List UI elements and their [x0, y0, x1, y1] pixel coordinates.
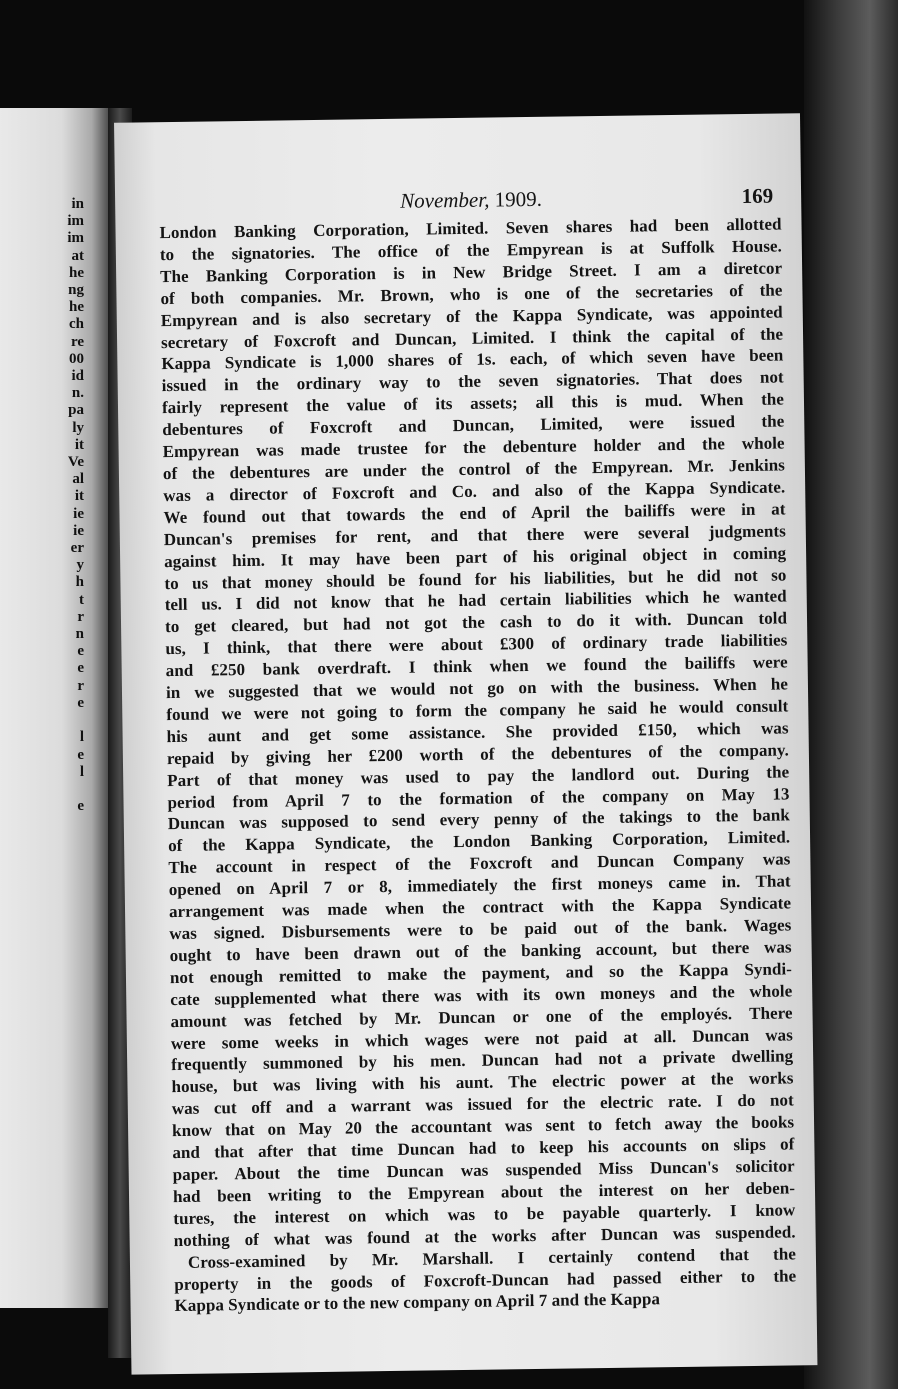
left-fragment: e — [77, 643, 84, 660]
header-month: November, — [399, 187, 490, 213]
text-line: Empyrean was made trustee for the debenture holder and the whole — [162, 433, 785, 462]
text-line: Empyrean and is also secretary of the Kappa Syndicate, was appointed — [160, 302, 783, 330]
left-fragment: n — [75, 626, 84, 643]
text-line: amount was fetched by Mr. Duncan or one of the employés. There — [170, 1003, 793, 1031]
left-fragment: it — [74, 436, 84, 453]
left-fragment: ch — [69, 316, 84, 333]
text-line: was cut off and a warrant was issued for the electric rate. I do not — [171, 1090, 794, 1119]
text-line: frequently summoned by his men. Duncan had not a private dwelling — [171, 1046, 794, 1075]
text-line: The Banking Corporation is in New Bridge Street. I am a diretcor — [160, 258, 783, 286]
dark-background-top — [0, 0, 898, 110]
left-fragment: he — [69, 299, 84, 316]
left-fragment: it — [74, 488, 84, 505]
left-fragment: ie — [73, 505, 84, 522]
left-fragment: r — [77, 677, 84, 694]
text-line: debentures of Foxcroft and Duncan, Limited, were issued the — [162, 411, 785, 440]
text-line: and that after that time Duncan had to keep his accounts on slips of — [172, 1134, 795, 1163]
text-line: secretary of Foxcroft and Duncan, Limited. I think the capital of the — [160, 324, 784, 352]
text-line: to the signatories. The office of the Empyrean is at Suffolk House. — [159, 236, 782, 265]
text-line: to us that money should be found for his liabilities, but he did not so — [164, 564, 787, 593]
text-line: issued in the ordinary way to the seven signatories. That does not — [161, 367, 784, 396]
left-fragment: im — [67, 213, 84, 230]
text-line: of both companies. Mr. Brown, who is one of the secretaries of the — [160, 280, 783, 308]
left-fragment: in — [71, 196, 84, 212]
text-line: not enough remitted to make the payment, and so the Kappa Syndi- — [169, 959, 793, 987]
text-line: his aunt and get some assistance. She provided £150, which was — [166, 718, 789, 746]
left-fragment: ng — [68, 282, 84, 299]
text-line: to get cleared, but had not got the cash to do it with. Duncan told — [164, 608, 788, 637]
left-fragment: l — [79, 763, 84, 780]
text-line: tures, the interest on which was to be payable quarterly. I know — [173, 1200, 796, 1228]
left-fragment: im — [67, 230, 84, 247]
text-line: were some weeks in which wages were not paid at all. Duncan was — [170, 1024, 793, 1053]
left-fragment: Ve — [67, 454, 84, 471]
text-line: house, but was living with his aunt. The electric power at the works — [171, 1068, 794, 1097]
text-line: was signed. Disbursements were to be paid out of the bank. Wages — [169, 915, 792, 944]
left-fragment — [44, 781, 84, 798]
facing-left-page — [0, 108, 112, 1308]
text-line: had been writing to the Empyrean about the interest on her deben- — [172, 1178, 796, 1206]
text-line: Kappa Syndicate or to the new company on April 7 and the Kappa — [174, 1289, 661, 1316]
text-line: against him. It may have been part of his original object in coming — [164, 543, 787, 571]
text-line: opened on April 7 or 8, immediately the first moneys came in. That — [168, 871, 791, 900]
left-fragment: id — [71, 368, 84, 385]
text-line: us, I think, that there were about £300 of ordinary trade liabilities — [165, 630, 788, 659]
header-date — [400, 187, 542, 214]
left-fragment: t — [79, 591, 84, 608]
text-line: of the debentures are under the control of the Empyrean. Mr. Jenkins — [162, 455, 786, 484]
text-line: was a director of Foxcroft and Co. and also of the Kappa Syndicate. — [163, 477, 786, 506]
text-line: fairly represent the value of its assets; all this is mud. When the — [161, 389, 785, 418]
left-fragment: n. — [71, 385, 84, 402]
text-line: Cross-examined by Mr. Marshall. I certainly contend that the — [187, 1243, 797, 1272]
left-fragment: er — [70, 540, 84, 557]
left-fragment: pa — [68, 402, 84, 419]
text-line: London Banking Corporation, Limited. Seven shares had been allotted — [159, 214, 782, 243]
text-line: Part of that money was used to pay the landlord out. During the — [167, 762, 790, 790]
text-line: cate supplemented what there was with its own moneys and the whole — [170, 981, 793, 1009]
left-fragment: e — [77, 694, 84, 711]
header-year: 1909. — [494, 186, 543, 212]
left-fragment: he — [69, 264, 84, 281]
text-line: period from April 7 to the formation of the company on May 13 — [167, 783, 790, 812]
text-line: Duncan was supposed to send every penny of the takings to the bank — [167, 805, 790, 834]
left-fragment: h — [75, 574, 84, 591]
text-line: nothing of what was found at the works after Duncan was suspended. — [173, 1222, 796, 1250]
text-line: arrangement was made when the contract with the Kappa Syndicate — [168, 893, 792, 922]
text-line: know that on May 20 the accountant was sent to fetch away the books — [171, 1112, 795, 1141]
left-fragment: l — [79, 729, 84, 746]
text-line: tell us. I did not know that he had certain liabilities which he wanted — [164, 586, 787, 615]
book-page — [114, 113, 817, 1374]
left-fragment — [44, 712, 84, 729]
left-fragment: re — [70, 333, 84, 350]
left-fragment: ie — [73, 522, 84, 539]
text-line: repaid by giving her £200 worth of the debentures of the company. — [166, 740, 789, 768]
left-fragment: r — [77, 608, 84, 625]
left-fragment: at — [71, 247, 84, 264]
left-fragment: y — [76, 557, 84, 574]
left-page-text-fragments — [44, 196, 84, 815]
text-line: and £250 bank overdraft. I think when we found the bailiffs were — [165, 652, 788, 681]
text-line: ought to have been drawn out of the banking account, but there was — [169, 937, 792, 965]
left-fragment: e — [77, 660, 84, 677]
left-fragment: 00 — [69, 350, 84, 367]
page-edge-shadow — [804, 0, 898, 1389]
left-fragment: e — [77, 798, 84, 815]
body-text — [159, 213, 796, 1317]
text-line: of the Kappa Syndicate, the London Banking Corporation, Limited. — [168, 827, 791, 856]
left-fragment: al — [72, 471, 84, 488]
left-fragment: e — [77, 746, 84, 763]
text-line: The account in respect of the Foxcroft and Duncan Company was — [168, 849, 791, 878]
text-line: paper. About the time Duncan was suspended Miss Duncan's solicitor — [172, 1156, 795, 1185]
left-fragment: ly — [72, 419, 84, 436]
text-line: property in the goods of Foxcroft-Duncan had passed either to the — [174, 1265, 797, 1294]
text-line: Kappa Syndicate is 1,000 shares of 1s. each, of which seven have been — [161, 345, 784, 374]
running-header — [115, 183, 801, 217]
text-line: We found out that towards the end of April the bailiffs were in at — [163, 499, 786, 527]
text-line: in we suggested that we would not go on with the business. When he — [165, 674, 789, 703]
text-line: found we were not going to form the company he said he would consult — [166, 696, 789, 725]
page-number: 169 — [741, 183, 774, 209]
text-line: Duncan's premises for rent, and that there were several judgments — [163, 521, 786, 549]
